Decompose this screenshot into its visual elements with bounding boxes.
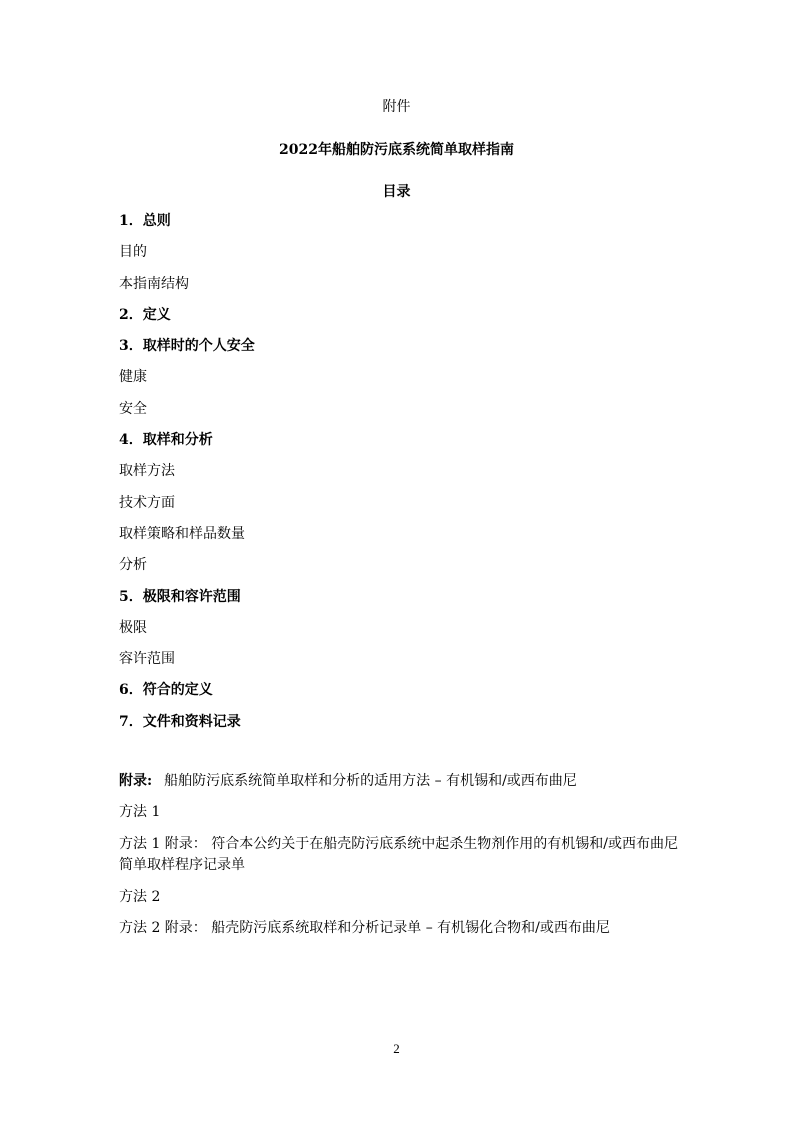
toc-section-compliance: 6．符合的定义 [119, 682, 213, 699]
toc-item-sampling-method: 取样方法 [119, 463, 175, 480]
appendix-label: 附录: [119, 773, 153, 789]
toc-item-analysis: 分析 [119, 557, 147, 574]
toc-section-definitions: 2．定义 [119, 306, 171, 323]
appendix-heading [119, 771, 689, 791]
toc-section-general: 1．总则 [119, 213, 171, 229]
toc-item-tolerance: 容许范围 [119, 651, 175, 668]
page-number: 2 [393, 1041, 400, 1056]
toc-item-technical-aspects: 技术方面 [119, 494, 175, 511]
annex-label: 附件 [382, 99, 411, 115]
method-1-appendix: 方法 1 附录： 符合本公约关于在船壳防污底系统中起杀生物剂作用的有机锡和/或西布曲尼简单取样程序记录单 [119, 835, 678, 873]
method-2: 方法 2 [119, 888, 161, 905]
toc-item-health: 健康 [119, 369, 147, 386]
toc-section-sampling-analysis: 4．取样和分析 [119, 432, 213, 449]
toc-item-sampling-strategy: 取样策略和样品数量 [119, 525, 245, 542]
toc-item-structure: 本指南结构 [119, 275, 189, 292]
toc-item-limits: 极限 [119, 619, 147, 636]
document-title: 2022年船舶防污底系统简单取样指南 [279, 142, 514, 158]
toc-item-safety: 安全 [119, 400, 147, 417]
toc-section-documentation: 7．文件和资料记录 [119, 713, 241, 730]
toc-section-personal-safety: 3．取样时的个人安全 [119, 338, 255, 355]
toc-section-limits: 5．极限和容许范围 [119, 588, 241, 605]
toc-title: 目录 [382, 184, 411, 200]
toc-item-purpose: 目的 [119, 244, 147, 261]
method-2-appendix: 方法 2 附录： 船壳防污底系统取样和分析记录单 – 有机锡化合物和/或西布曲尼 [119, 920, 610, 937]
appendix-block [119, 771, 689, 949]
table-of-contents [119, 211, 689, 743]
method-1: 方法 1 [119, 804, 161, 821]
appendix-title: 船舶防污底系统简单取样和分析的适用方法 – 有机锡和/或西布曲尼 [164, 773, 577, 789]
